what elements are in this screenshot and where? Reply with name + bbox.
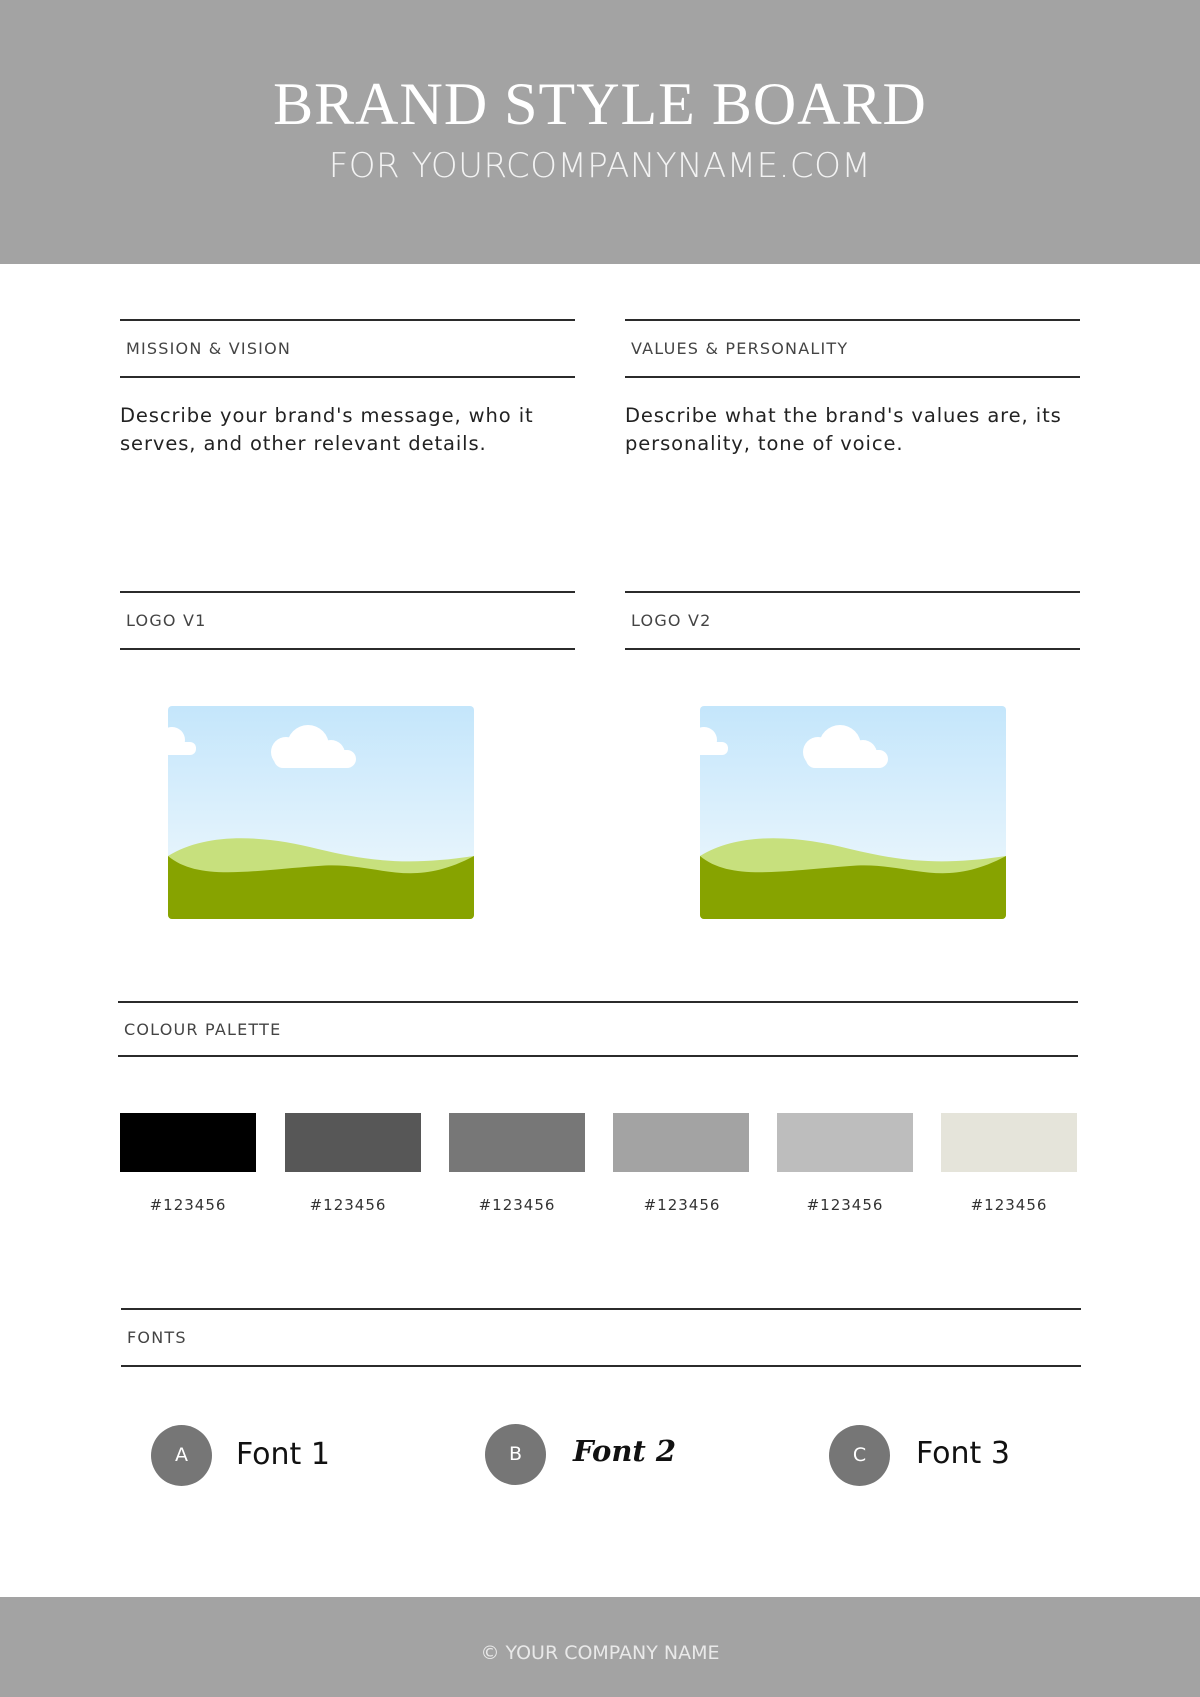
color-swatch-3 [449,1113,585,1172]
page-subtitle: FOR YOURCOMPANYNAME.COM [328,146,872,186]
values-section-header [625,319,1080,378]
font-badge-b: B [485,1424,546,1485]
color-swatch-1 [120,1113,256,1172]
font-badge-c: C [829,1425,890,1486]
values-heading: VALUES & PERSONALITY [631,339,849,358]
font-2-name: Font 2 [573,1434,677,1468]
mission-text: Describe your brand's message, who it serves, and other relevant details. [120,404,534,455]
logo-v1-heading: LOGO V1 [126,611,207,630]
font-badge-a: A [151,1425,212,1486]
color-hex-label-2: #123456 [309,1196,387,1214]
logo-v1-image-placeholder [168,706,474,919]
fonts-heading: FONTS [127,1328,187,1347]
landscape-image-icon [168,706,474,919]
page-title: BRAND STYLE BOARD [273,71,927,137]
landscape-image-icon [700,706,1006,919]
color-swatch-4 [613,1113,749,1172]
header-banner [0,0,1200,264]
mission-section-header [120,319,575,378]
palette-heading: COLOUR PALETTE [124,1020,282,1039]
logo-v2-heading: LOGO V2 [631,611,712,630]
footer-banner [0,1597,1200,1697]
footer-copyright: © YOUR COMPANY NAME [480,1642,720,1664]
fonts-section-header [121,1308,1081,1367]
color-swatch-2 [285,1113,421,1172]
color-hex-label-5: #123456 [806,1196,884,1214]
values-text: Describe what the brand's values are, its personality, tone of voice. [625,404,1062,455]
logo-v2-section-header [625,591,1080,650]
font-3-name: Font 3 [916,1436,1010,1471]
mission-heading: MISSION & VISION [126,339,292,358]
font-1-name: Font 1 [236,1437,330,1472]
color-hex-label-6: #123456 [970,1196,1048,1214]
color-swatch-5 [777,1113,913,1172]
palette-section-header [118,1001,1078,1057]
color-hex-label-1: #123456 [149,1196,227,1214]
logo-v2-image-placeholder [700,706,1006,919]
color-hex-label-3: #123456 [478,1196,556,1214]
color-swatch-6 [941,1113,1077,1172]
color-hex-label-4: #123456 [643,1196,721,1214]
logo-v1-section-header [120,591,575,650]
